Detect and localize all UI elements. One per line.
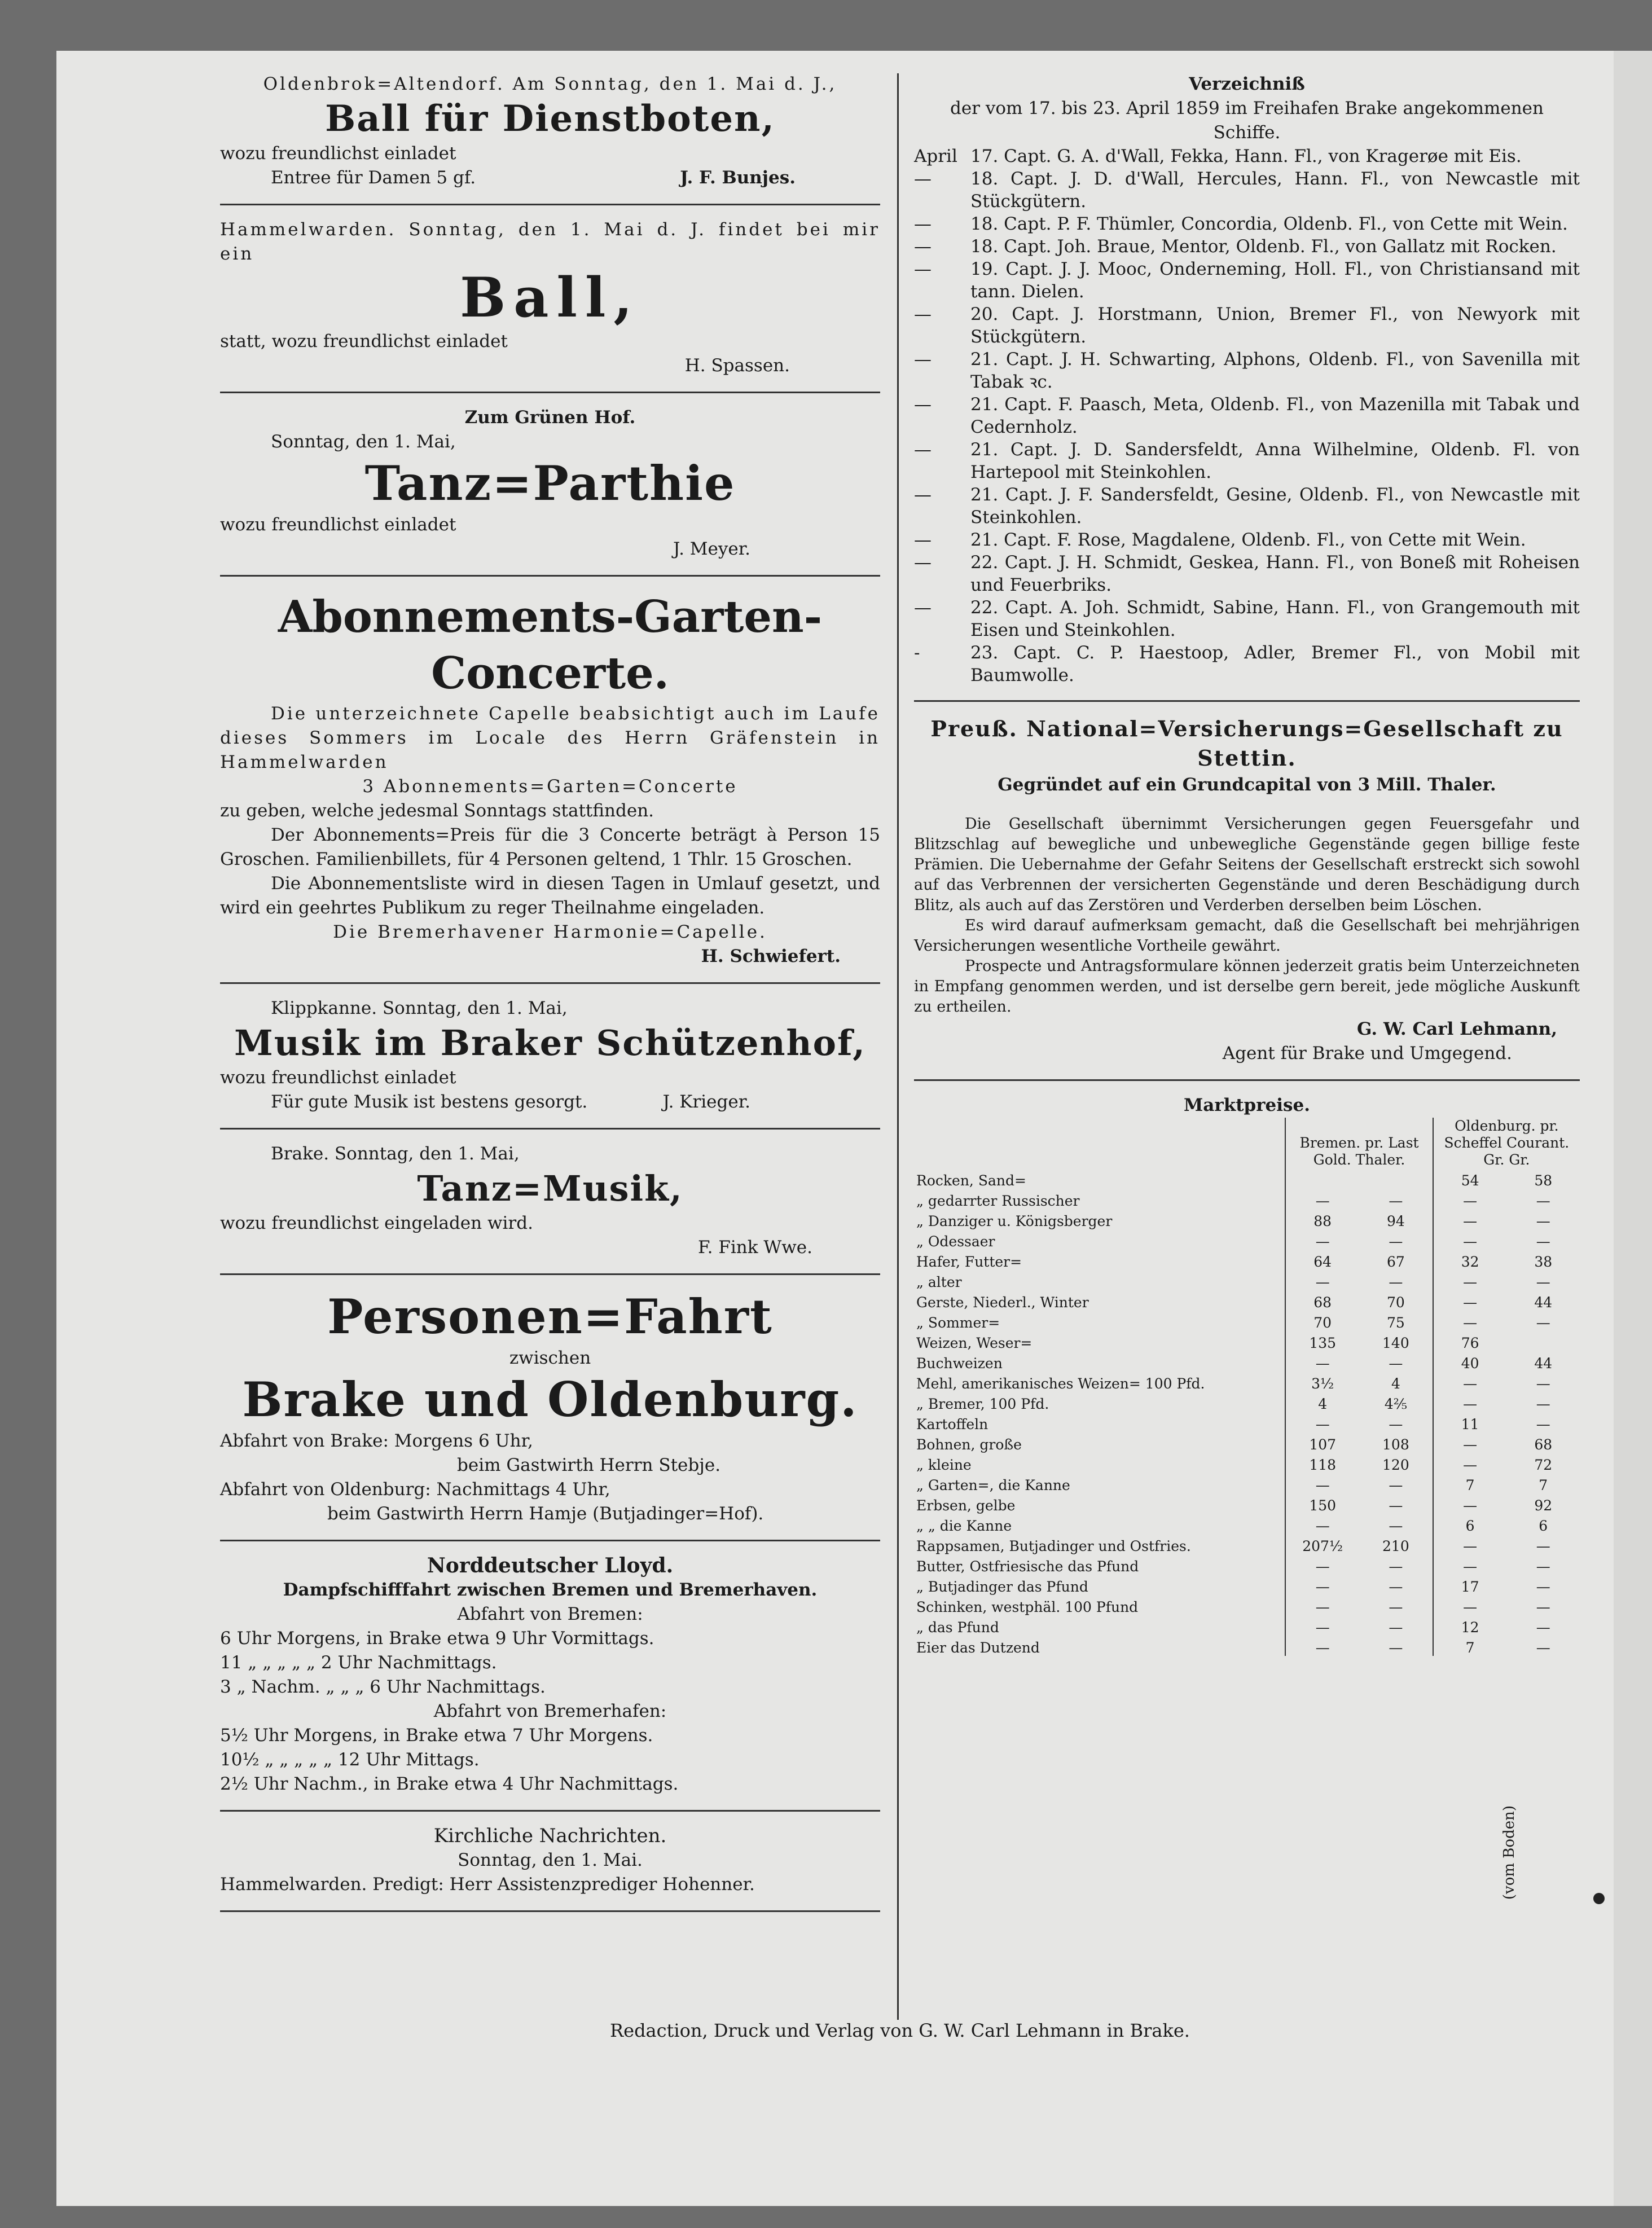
cell-b2 <box>1359 1168 1433 1189</box>
cell-o1: — <box>1433 1392 1507 1412</box>
ad-title: Tanz=Musik, <box>417 1168 683 1209</box>
separator <box>220 575 880 577</box>
cell-b2: 210 <box>1382 1538 1409 1554</box>
cell-b1: — <box>1285 1473 1359 1493</box>
ad-intro: Oldenbrok=Altendorf. Am Sonntag, den 1. Mai d. J., <box>263 74 837 94</box>
ad-text: wozu freundlichst einladet <box>220 515 456 535</box>
ad-title: Tanz=Parthie <box>364 455 736 511</box>
cell-o1: 7 <box>1433 1473 1507 1493</box>
cell-b2: — <box>1389 1355 1403 1372</box>
schedule-row: 5½ Uhr Morgens, in Brake etwa 7 Uhr Morgens. <box>220 1725 653 1746</box>
ad-heading: Dampfschifffahrt zwischen Bremen und Bremerhaven. <box>283 1580 818 1600</box>
cell-o1: 76 <box>1433 1331 1507 1351</box>
table-row <box>914 1473 1580 1493</box>
schedule-row: 3 „ Nachm. „ „ „ 6 Uhr Nachmittags. <box>220 1677 546 1697</box>
cell-o1: — <box>1433 1432 1507 1453</box>
ad-paragraph: Prospecte und Antragsformulare können jederzeit gratis beim Unterzeichneten in Empfang genommen werden, und ist derselbe gern bereit, jede mögliche Auskunft zu ertheilen. <box>914 957 1580 1016</box>
cell-label: Bohnen, große <box>916 1436 1022 1453</box>
departure-brake <box>220 1429 880 1453</box>
cell-b1: — <box>1285 1189 1359 1209</box>
cell-b2: — <box>1389 1233 1403 1250</box>
ad-intro: Brake. Sonntag, den 1. Mai, <box>271 1144 520 1164</box>
ad-tanz-musik <box>220 1137 880 1268</box>
page-edge <box>1614 51 1652 2206</box>
cell-o1: — <box>1433 1290 1507 1311</box>
cell-b2: — <box>1389 1497 1403 1514</box>
ink-spot <box>1593 1893 1605 1904</box>
ad-paragraph: 3 Abonnements=Garten=Concerte <box>362 776 738 797</box>
ad-garten-concerte <box>220 585 880 977</box>
ad-paragraph: Die Bremerhavener Harmonie=Capelle. <box>333 922 767 942</box>
cell-b2: — <box>1389 1193 1403 1209</box>
table-row <box>914 1595 1580 1615</box>
ad-footer <box>220 1090 880 1114</box>
table-row <box>914 1392 1580 1412</box>
cell-b1: — <box>1285 1351 1359 1372</box>
cell-o1: — <box>1433 1229 1507 1250</box>
ad-title: Ball für Dienstboten, <box>325 98 775 140</box>
ad-intro: Hammelwarden. Sonntag, den 1. Mai d. J. findet bei mir ein <box>220 219 880 264</box>
departure-time: Nachmittags 4 Uhr, <box>436 1479 610 1500</box>
ad-tanz-parthie <box>220 401 880 569</box>
ship-entry-text: 21. Capt. J. D. Sandersfeldt, Anna Wilhelmine, Oldenb. Fl. von Hartepool mit Steinkohlen. <box>970 440 1580 482</box>
ship-entry-marker: — <box>914 304 932 324</box>
cell-label: „ Bremer, 100 Pfd. <box>916 1396 1049 1412</box>
schedule-row: 11 „ „ „ „ „ 2 Uhr Nachmittags. <box>220 1653 497 1673</box>
ad-signature: H. Spassen. <box>684 355 790 376</box>
separator <box>220 1540 880 1541</box>
cell-b2: 75 <box>1386 1315 1405 1331</box>
cell-b2: — <box>1389 1558 1403 1575</box>
cell-o1: 12 <box>1433 1615 1507 1636</box>
table-header-row <box>914 1118 1580 1168</box>
cell-b1: 3½ <box>1285 1372 1359 1392</box>
cell-label: Hafer, Futter= <box>916 1254 1022 1270</box>
departure-time: Morgens 6 Uhr, <box>394 1431 533 1451</box>
ship-entry-text: 21. Capt. F. Paasch, Meta, Oldenb. Fl., von Mazenilla mit Tabak und Cedernholz. <box>970 394 1580 437</box>
cell-o1: 32 <box>1433 1250 1507 1270</box>
ad-subheading: Abfahrt von Bremerhafen: <box>433 1701 667 1721</box>
schedule-row: 2½ Uhr Nachm., in Brake etwa 4 Uhr Nachmittags. <box>220 1774 679 1794</box>
ship-entry-marker: April <box>914 146 957 166</box>
cell-b1: — <box>1285 1575 1359 1595</box>
table-row <box>914 1554 1580 1575</box>
cell-b1: — <box>1285 1514 1359 1534</box>
cell-o2: — <box>1536 1558 1550 1575</box>
cell-label: „ kleine <box>916 1457 972 1473</box>
market-prices <box>914 1089 1580 1664</box>
ship-entry <box>914 551 1580 596</box>
cell-b2: 4⅖ <box>1384 1396 1407 1412</box>
table-row <box>914 1351 1580 1372</box>
ship-entry-text: 19. Capt. J. J. Mooc, Onderneming, Holl. Fl., von Christiansand mit tann. Dielen. <box>970 259 1580 302</box>
cell-b1: 118 <box>1285 1453 1359 1473</box>
departure-place: beim Gastwirth Herrn Stebje. <box>457 1455 721 1475</box>
cell-label: „ das Pfund <box>916 1619 999 1636</box>
table-row <box>914 1514 1580 1534</box>
left-column <box>220 68 880 1920</box>
cell-o1: — <box>1433 1270 1507 1290</box>
ship-entry-text: 21. Capt. J. H. Schwarting, Alphons, Oldenb. Fl., von Savenilla mit Tabak ꝛc. <box>970 349 1580 392</box>
separator <box>220 1128 880 1130</box>
table-row <box>914 1534 1580 1554</box>
ad-signature: J. F. Bunjes. <box>680 168 796 188</box>
cell-label: „ Sommer= <box>916 1315 1000 1331</box>
cell-o2: 92 <box>1534 1497 1553 1514</box>
ad-paragraph: zu geben, welche jedesmal Sonntags stattfinden. <box>220 801 654 821</box>
cell-o1: 6 <box>1433 1514 1507 1534</box>
cell-b1: 135 <box>1285 1331 1359 1351</box>
table-row <box>914 1229 1580 1250</box>
cell-b1: — <box>1285 1270 1359 1290</box>
cell-b1: — <box>1285 1615 1359 1636</box>
cell-b1: 68 <box>1285 1290 1359 1311</box>
ship-entry-marker: — <box>914 597 932 618</box>
ship-entry-marker: — <box>914 485 932 505</box>
schedule-row: 10½ „ „ „ „ „ 12 Uhr Mittags. <box>220 1750 480 1770</box>
ad-text: wozu freundlichst einladet <box>220 1067 456 1088</box>
cell-b1: 107 <box>1285 1432 1359 1453</box>
ad-subheading: Abfahrt von Bremen: <box>457 1604 643 1624</box>
ship-entry-text: 23. Capt. C. P. Haestoop, Adler, Bremer Fl., von Mobil mit Baumwolle. <box>970 643 1580 685</box>
cell-b2: 140 <box>1382 1335 1409 1351</box>
market-table <box>914 1118 1580 1656</box>
ad-paragraph: Die Abonnementsliste wird in diesen Tagen in Umlauf gesetzt, und wird ein geehrtes Publikum zu reger Theilnahme eingeladen. <box>220 873 880 918</box>
cell-b2: — <box>1389 1640 1403 1656</box>
ship-entry-text: 22. Capt. A. Joh. Schmidt, Sabine, Hann. Fl., von Grangemouth mit Eisen und Steinkohlen. <box>970 597 1580 640</box>
cell-b2: 67 <box>1386 1254 1405 1270</box>
ad-heading: Kirchliche Nachrichten. <box>433 1825 667 1847</box>
cell-b2: 108 <box>1382 1436 1409 1453</box>
cell-b2: 70 <box>1386 1294 1405 1311</box>
cell-o2: — <box>1536 1619 1550 1636</box>
cell-o2: 72 <box>1534 1457 1553 1473</box>
cell-b2: — <box>1389 1274 1403 1290</box>
cell-o2: — <box>1536 1315 1550 1331</box>
table-row <box>914 1372 1580 1392</box>
cell-o1: — <box>1433 1554 1507 1575</box>
ship-entry <box>914 348 1580 393</box>
ad-signature: J. Krieger. <box>662 1092 750 1112</box>
cell-o1: — <box>1433 1209 1507 1229</box>
cell-o2: — <box>1536 1233 1550 1250</box>
cell-b1: 88 <box>1285 1209 1359 1229</box>
ad-text: zwischen <box>509 1348 591 1368</box>
cell-b1: 4 <box>1285 1392 1359 1412</box>
cell-label: „ Danziger u. Königsberger <box>916 1213 1113 1229</box>
ad-paragraph: Der Abonnements=Preis für die 3 Concerte beträgt à Person 15 Groschen. Familienbillets, für 4 Personen geltend, 1 Thlr. 15 Groschen. <box>220 825 880 869</box>
ad-signature: H. Schwiefert. <box>701 946 841 966</box>
cell-b1: 70 <box>1285 1311 1359 1331</box>
cell-o2: — <box>1536 1640 1550 1656</box>
cell-b1: — <box>1285 1636 1359 1656</box>
header-empty <box>914 1118 1285 1168</box>
table-row <box>914 1209 1580 1229</box>
ad-lloyd <box>220 1549 880 1804</box>
departure-label: Abfahrt von Oldenburg: <box>220 1479 431 1500</box>
cell-o2: — <box>1536 1538 1550 1554</box>
cell-o1: — <box>1433 1493 1507 1514</box>
ad-subheading: Gegründet auf ein Grundcapital von 3 Mill. Thaler. <box>998 775 1496 795</box>
cell-o1: — <box>1433 1189 1507 1209</box>
ship-entry-text: 21. Capt. J. F. Sandersfeldt, Gesine, Oldenb. Fl., von Newcastle mit Steinkohlen. <box>970 485 1580 528</box>
table-row <box>914 1432 1580 1453</box>
cell-b2: 120 <box>1382 1457 1409 1473</box>
table-row <box>914 1493 1580 1514</box>
cell-b1: — <box>1285 1595 1359 1615</box>
cell-label: „ Garten=, die Kanne <box>916 1477 1070 1493</box>
ad-title: Abonnements-Garten-Concerte. <box>278 591 823 699</box>
table-row <box>914 1168 1580 1189</box>
cell-label: Mehl, amerikanisches Weizen= 100 Pfd. <box>916 1376 1205 1392</box>
cell-o1: 17 <box>1433 1575 1507 1595</box>
cell-o2: — <box>1536 1193 1550 1209</box>
ad-paragraph: Die unterzeichnete Capelle beabsichtigt auch im Laufe dieses Sommers im Locale des Herrn Gräfenstein in Hammelwarden <box>220 704 880 772</box>
entree-text: Entree für Damen 5 gf. <box>271 168 476 188</box>
ad-signature: G. W. Carl Lehmann, <box>1356 1019 1557 1039</box>
ad-footer <box>220 166 880 190</box>
departure-place: beim Gastwirth Herrn Hamje (Butjadinger=Hof). <box>327 1504 764 1524</box>
list-subheading: der vom 17. bis 23. April 1859 im Freihafen Brake angekommenen Schiffe. <box>950 98 1544 143</box>
ship-entry-marker: - <box>914 643 920 663</box>
departure-oldenburg <box>220 1478 880 1502</box>
cell-label: Kartoffeln <box>916 1416 988 1432</box>
column-header-oldenburg: Oldenburg. pr. Scheffel Courant. Gr. Gr. <box>1433 1118 1580 1168</box>
ad-paragraph: Die Gesellschaft übernimmt Versicherungen gegen Feuersgefahr und Blitzschlag auf bewegliche und unbewegliche Gegenstände gegen billige feste Prämien. Die Uebernahme der Gefahr Seitens der Gesellschaft erstreckt sich sowohl auf das Verbrennen der versicherten Gegenstände und deren Beschädigung durch Blitz, als auch auf das Zerstören und Verderben derselben beim Löschen. <box>914 815 1580 914</box>
separator <box>220 392 880 393</box>
cell-label: „ Odessaer <box>916 1233 995 1250</box>
cell-o2: 68 <box>1534 1436 1553 1453</box>
cell-o2: 38 <box>1534 1254 1553 1270</box>
table-row <box>914 1311 1580 1331</box>
ad-dienstboten-ball <box>220 68 880 198</box>
cell-o2: 44 <box>1534 1355 1553 1372</box>
cell-label: Gerste, Niederl., Winter <box>916 1294 1089 1311</box>
cell-o1: 40 <box>1433 1351 1507 1372</box>
cell-b1: — <box>1285 1412 1359 1432</box>
cell-o2 <box>1506 1331 1580 1351</box>
cell-o1: — <box>1433 1595 1507 1615</box>
separator <box>914 700 1580 702</box>
ship-entry-text: 18. Capt. Joh. Braue, Mentor, Oldenb. Fl., von Gallatz mit Rocken. <box>970 236 1557 257</box>
ship-entry-marker: — <box>914 530 932 550</box>
cell-label: Rappsamen, Butjadinger und Ostfries. <box>916 1538 1191 1554</box>
cell-label: Schinken, westphäl. 100 Pfund <box>916 1599 1139 1615</box>
cell-o2: — <box>1536 1213 1550 1229</box>
cell-label: „ Butjadinger das Pfund <box>916 1579 1088 1595</box>
cell-o1: — <box>1433 1372 1507 1392</box>
ad-heading: Zum Grünen Hof. <box>464 407 636 428</box>
cell-o2: — <box>1536 1274 1550 1290</box>
ship-entry <box>914 303 1580 348</box>
ship-entry <box>914 641 1580 687</box>
ad-personen-fahrt <box>220 1283 880 1534</box>
cell-b1 <box>1285 1168 1359 1189</box>
table-row <box>914 1331 1580 1351</box>
ship-entry-text: 21. Capt. F. Rose, Magdalene, Oldenb. Fl., von Cette mit Wein. <box>970 530 1526 550</box>
table-row <box>914 1189 1580 1209</box>
cell-label: „ gedarrter Russischer <box>916 1193 1080 1209</box>
separator <box>914 1079 1580 1081</box>
ship-entry <box>914 213 1580 235</box>
cell-o2: 6 <box>1539 1518 1548 1534</box>
ship-entry-text: 18. Capt. J. D. d'Wall, Hercules, Hann. Fl., von Newcastle mit Stückgütern. <box>970 169 1580 212</box>
ship-entry <box>914 596 1580 641</box>
cell-b1: 64 <box>1285 1250 1359 1270</box>
ad-text: wozu freundlichst einladet <box>220 143 456 164</box>
list-heading: Verzeichniß <box>1189 74 1305 94</box>
ad-intro: Sonntag, den 1. Mai, <box>271 432 456 452</box>
ad-text: Für gute Musik ist bestens gesorgt. <box>271 1092 588 1112</box>
table-row <box>914 1615 1580 1636</box>
cell-b1: — <box>1285 1229 1359 1250</box>
ad-intro: Klippkanne. Sonntag, den 1. Mai, <box>271 998 568 1018</box>
ad-title: Brake und Oldenburg. <box>242 1372 858 1427</box>
ship-entry <box>914 145 1580 168</box>
column-rule <box>897 73 899 2020</box>
cell-o2: — <box>1536 1376 1550 1392</box>
ad-text: statt, wozu freundlichst einladet <box>220 331 508 351</box>
table-row <box>914 1270 1580 1290</box>
table-row <box>914 1453 1580 1473</box>
cell-label: Rocken, Sand= <box>916 1172 1026 1189</box>
ad-signature: J. Meyer. <box>673 539 750 559</box>
cell-label: Erbsen, gelbe <box>916 1497 1016 1514</box>
vom-boden-label: (vom Boden) <box>1501 1805 1518 1900</box>
cell-b1: — <box>1285 1554 1359 1575</box>
ship-entry-marker: — <box>914 552 932 573</box>
cell-o1: — <box>1433 1534 1507 1554</box>
ship-entry-marker: — <box>914 394 932 415</box>
ship-entry <box>914 168 1580 213</box>
cell-o2: — <box>1536 1396 1550 1412</box>
ship-entry <box>914 438 1580 484</box>
ship-entry <box>914 235 1580 258</box>
ship-entry-marker: — <box>914 259 932 279</box>
cell-label: Eier das Dutzend <box>916 1640 1040 1656</box>
ship-entry-text: 17. Capt. G. A. d'Wall, Fekka, Hann. Fl., von Kragerøe mit Eis. <box>970 146 1522 166</box>
table-row <box>914 1250 1580 1270</box>
cell-o2: — <box>1536 1416 1550 1432</box>
ad-text: Hammelwarden. Predigt: Herr Assistenzprediger Hohenner. <box>220 1874 755 1895</box>
ship-entry <box>914 529 1580 551</box>
cell-b2: — <box>1389 1599 1403 1615</box>
market-rows <box>914 1168 1580 1656</box>
ship-entry-marker: — <box>914 169 932 189</box>
cell-b2: — <box>1389 1619 1403 1636</box>
cell-o1: 7 <box>1433 1636 1507 1656</box>
ship-entry-text: 22. Capt. J. H. Schmidt, Geskea, Hann. Fl., von Boneß mit Roheisen und Feuerbriks. <box>970 552 1580 595</box>
cell-o2: 44 <box>1534 1294 1553 1311</box>
ship-entry-text: 18. Capt. P. F. Thümler, Concordia, Oldenb. Fl., von Cette mit Wein. <box>970 214 1568 234</box>
imprint-footer: Redaction, Druck und Verlag von G. W. Carl Lehmann in Brake. <box>610 2020 1190 2041</box>
cell-o1: — <box>1433 1453 1507 1473</box>
table-row <box>914 1412 1580 1432</box>
cell-o2: 7 <box>1539 1477 1548 1493</box>
cell-o2: — <box>1536 1579 1550 1595</box>
cell-b2: — <box>1389 1579 1403 1595</box>
column-header-bremen: Bremen. pr. Last Gold. Thaler. <box>1285 1118 1433 1168</box>
separator <box>220 204 880 205</box>
ad-text: wozu freundlichst eingeladen wird. <box>220 1213 533 1233</box>
cell-o1: 11 <box>1433 1412 1507 1432</box>
cell-b2: — <box>1389 1518 1403 1534</box>
ad-schuetzenhof <box>220 992 880 1122</box>
cell-label: „ alter <box>916 1274 962 1290</box>
separator <box>220 1910 880 1912</box>
ship-entry-marker: — <box>914 236 932 257</box>
departure-label: Abfahrt von Brake: <box>220 1431 389 1451</box>
cell-b2: 4 <box>1391 1376 1400 1392</box>
cell-b2: — <box>1389 1477 1403 1493</box>
ship-list <box>914 68 1580 695</box>
separator <box>220 1810 880 1812</box>
table-row <box>914 1290 1580 1311</box>
ad-paragraph: Es wird darauf aufmerksam gemacht, daß die Gesellschaft bei mehrjährigen Versicherungen wesentliche Vortheile gewährt. <box>914 917 1580 955</box>
separator <box>220 982 880 984</box>
church-news <box>220 1820 880 1905</box>
cell-o2: — <box>1536 1599 1550 1615</box>
ship-entry-marker: — <box>914 349 932 370</box>
cell-b1: 207½ <box>1285 1534 1359 1554</box>
ship-entry-marker: — <box>914 214 932 234</box>
cell-label: Buchweizen <box>916 1355 1003 1372</box>
ad-title: Preuß. National=Versicherungs=Gesellschaft zu Stettin. <box>930 716 1563 771</box>
cell-b2: 94 <box>1386 1213 1405 1229</box>
cell-label: Weizen, Weser= <box>916 1335 1032 1351</box>
ad-ball <box>220 213 880 386</box>
cell-label: Butter, Ostfriesische das Pfund <box>916 1558 1139 1575</box>
ad-insurance <box>914 710 1580 1074</box>
table-row <box>914 1575 1580 1595</box>
ad-signature: Agent für Brake und Umgegend. <box>1222 1043 1512 1064</box>
ad-title: Musik im Braker Schützenhof, <box>234 1022 866 1064</box>
ad-text: Sonntag, den 1. Mai. <box>458 1850 643 1870</box>
separator <box>220 1273 880 1275</box>
ad-title: Personen=Fahrt <box>327 1289 773 1344</box>
ad-title: Ball, <box>460 266 640 329</box>
cell-o1: — <box>1433 1311 1507 1331</box>
ship-entry <box>914 393 1580 438</box>
cell-b2: — <box>1389 1416 1403 1432</box>
cell-o1: 54 <box>1433 1168 1507 1189</box>
schedule-row: 6 Uhr Morgens, in Brake etwa 9 Uhr Vormittags. <box>220 1628 654 1649</box>
right-column <box>914 68 1580 1664</box>
ship-entry-text: 20. Capt. J. Horstmann, Union, Bremer Fl., von Newyork mit Stückgütern. <box>970 304 1580 347</box>
table-heading: Marktpreise. <box>1183 1095 1310 1115</box>
cell-label: „ „ die Kanne <box>916 1518 1012 1534</box>
cell-b1: 150 <box>1285 1493 1359 1514</box>
ship-entry <box>914 258 1580 303</box>
ship-entry <box>914 484 1580 529</box>
ship-rows <box>914 145 1580 687</box>
ad-heading: Norddeutscher Lloyd. <box>427 1554 674 1577</box>
table-row <box>914 1636 1580 1656</box>
cell-o2: 58 <box>1534 1172 1553 1189</box>
ad-signature: F. Fink Wwe. <box>697 1237 812 1258</box>
ship-entry-marker: — <box>914 440 932 460</box>
